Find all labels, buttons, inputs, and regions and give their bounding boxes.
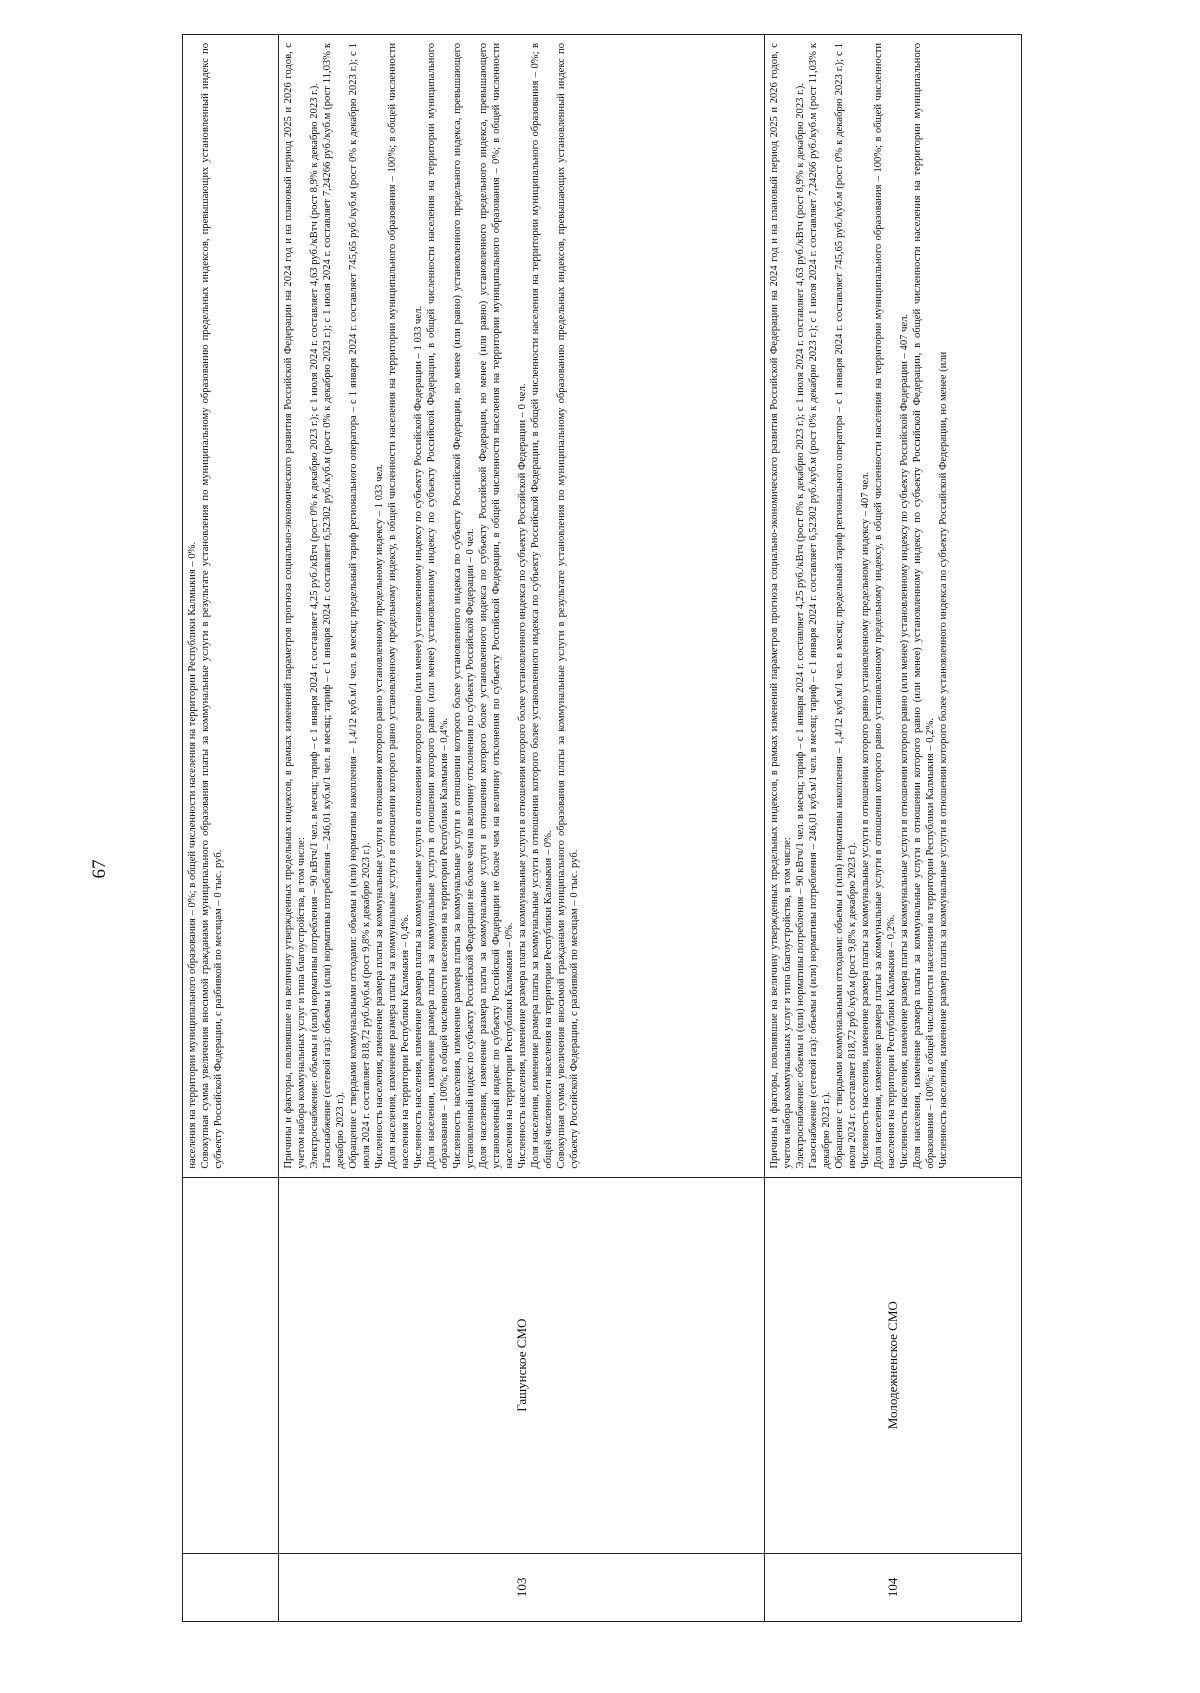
paragraph: Численность населения, изменение размера платы за коммунальные услуги в отношении которого равно установленному предельному индексу – 407 чел. (860, 471, 872, 1169)
paragraph: Численность населения, изменение размера платы за коммунальные услуги в отношении которого более установленного индекса по субъекту Российской Федерации – 0 чел. (517, 383, 529, 1169)
paragraph: населения на территории муниципального образования – 0%; в общей численности населения на территории Республики Калмыкия – 0%. (187, 541, 198, 1169)
municipality-name: Гашунское СМО (279, 1177, 765, 1553)
index-table (182, 34, 1022, 1622)
paragraph: Газоснабжение (сетевой газ): объемы и (или) нормативы потребления – 246,01 куб.м/1 чел. в месяц; тариф – с 1 января 2024 г. составляет 6,52302 руб./куб.м (рост 0% к декабрю 2023 г.); с 1 июля 2024 г. составляет 7,24266 руб./куб.м (рост 11,03% к декабрю 2023 г.). (808, 43, 833, 1169)
paragraph: Численность населения, изменение размера платы за коммунальные услуги в отношении которого равно (или менее) установленному индексу по субъекту Российской Федерации – 1 033 чел. (413, 305, 425, 1169)
paragraph: Обращение с твердыми коммунальными отходами: объемы и (или) нормативы накопления – 1,4/12 куб.м/1 чел. в месяц; предельный тариф регионального оператора – с 1 января 2024 г. составляет 745,65 руб./куб.м (рост 0% к декабрю 2023 г.); с 1 июля 2024 г. составляет 818,72 руб./куб.м (рост 9,8% к декабрю 2023 г.). (348, 43, 373, 1169)
row-number: 103 (279, 1553, 765, 1621)
paragraph: Доля населения, изменение размера платы за коммунальные услуги в отношении которого равно установленному предельному индексу, в общей численности населения на территории муниципального образования – 100%; в общей численности населения на территории Республики Калмыкия – 0,2%. (873, 43, 898, 1169)
paragraph: Причины и факторы, повлиявшие на величину утвержденных предельных индексов, в рамках изменений параметров прогноза социально-экономического развития Российской Федерации на 2024 год и на плановый период 2025 и 2026 годов, с учетом набора коммунальных услуг и типа благоустройства, в том числе: (283, 43, 308, 1169)
paragraph: Численность населения, изменение размера платы за коммунальные услуги в отношении которого более установленного индекса по субъекту Российской Федерации, но менее (или (938, 351, 950, 1169)
row-number-cell-empty (183, 1553, 279, 1621)
paragraph: Электроснабжение: объемы и (или) нормативы потребления – 90 кВтч/1 чел. в месяц; тариф – с 1 января 2024 г. составляет 4,25 руб./кВтч (рост 0% к декабрю 2023 г.); с 1 июля 2024 г. составляет 4,63 руб./кВтч (рост 8,9% к декабрю 2023 г.). (309, 82, 321, 1169)
paragraph: Газоснабжение (сетевой газ): объемы и (или) нормативы потребления – 246,01 куб.м/1 чел. в месяц; тариф – с 1 января 2024 г. составляет 6,52302 руб./куб.м (рост 0% к декабрю 2023 г.); с 1 июля 2024 г. составляет 7,24266 руб./куб.м (рост 11,03% к декабрю 2023 г.). (322, 43, 347, 1169)
paragraph: Численность населения, изменение размера платы за коммунальные услуги в отношении которого равно (или менее) установленному индексу по субъекту Российской Федерации – 407 чел. (899, 313, 911, 1169)
table-row-103 (279, 35, 765, 1622)
description-cell (765, 35, 1022, 1178)
table-row-continuation (183, 35, 279, 1622)
paragraph: Совокупная сумма увеличения вносимой гражданами муниципального образования платы за коммунальные услуги в результате установления по муниципальному образованию предельных индексов, превышающих установленный индекс по субъекту Российской Федерации, с разбивкой по месяцам – 0 тыс. руб. (556, 43, 581, 1169)
paragraph: Причины и факторы, повлиявшие на величину утвержденных предельных индексов, в рамках изменений параметров прогноза социально-экономического развития Российской Федерации на 2024 год и на плановый период 2025 и 2026 годов, с учетом набора коммунальных услуг и типа благоустройства, в том числе: (769, 43, 794, 1169)
description-cell (279, 35, 765, 1178)
data-table (182, 34, 1022, 1622)
municipality-cell-empty (183, 1177, 279, 1553)
description-cell (183, 35, 279, 1178)
paragraph: Доля населения, изменение размера платы за коммунальные услуги в отношении которого более установленного индекса по субъекту Российской Федерации, в общей численности населения на территории муниципального образования – 0%; в общей численности населения на территории Республики Калмыкия – 0%. (530, 43, 555, 1169)
paragraph: Электроснабжение: объемы и (или) нормативы потребления – 90 кВтч/1 чел. в месяц; тариф – с 1 января 2024 г. составляет 4,25 руб./кВтч (рост 0% к декабрю 2023 г.); с 1 июля 2024 г. составляет 4,63 руб./кВтч (рост 8,9% к декабрю 2023 г.). (795, 82, 807, 1169)
page-number: 67 (89, 859, 110, 879)
paragraph: Доля населения, изменение размера платы за коммунальные услуги в отношении которого более установленного индекса по субъекту Российской Федерации, но менее (или равно) установленного предельного индекса, превышающего установленный индекс по субъекту Российской Федерации не более чем на величину отклонения по субъекту Российской Федерации, в общей численности населения на территории муниципального образования – 0%; в общей численности населения на территории Республики Калмыкия – 0%. (478, 43, 516, 1169)
paragraph: Доля населения, изменение размера платы за коммунальные услуги в отношении которого равно (или менее) установленному индексу по субъекту Российской Федерации, в общей численности населения на территории муниципального образования – 100%; в общей численности населения на территории Республики Калмыкия – 0,2%. (912, 43, 937, 1169)
paragraph: Численность населения, изменение размера платы за коммунальные услуги в отношении которого равно установленному предельному индексу – 1 033 чел. (374, 463, 386, 1169)
paragraph: Доля населения, изменение размера платы за коммунальные услуги в отношении которого равно установленному предельному индексу, в общей численности населения на территории муниципального образования – 100%; в общей численности населения на территории Республики Калмыкия – 0,4%. (387, 43, 412, 1169)
paragraph: Совокупная сумма увеличения вносимой гражданами муниципального образования платы за коммунальные услуги в результате установления по муниципальному образованию предельных индексов, превышающих установленный индекс по субъекту Российской Федерации, с разбивкой по месяцам – 0 тыс. руб. (200, 43, 225, 1169)
paragraph: Доля населения, изменение размера платы за коммунальные услуги в отношении которого равно (или менее) установленному индексу по субъекту Российской Федерации, в общей численности населения на территории муниципального образования – 100%; в общей численности населения на территории Республики Калмыкия – 0,4%. (426, 43, 451, 1169)
municipality-name: Молодежненское СМО (765, 1177, 1022, 1553)
paragraph: Численность населения, изменение размера платы за коммунальные услуги в отношении которого более установленного индекса по субъекту Российской Федерации, но менее (или равно) установленного предельного индекса, превышающего установленный индекс по субъекту Российской Федерации не более чем на величину отклонения по субъекту Российской Федерации – 0 чел. (452, 43, 477, 1169)
row-number: 104 (765, 1553, 1022, 1621)
paragraph: Обращение с твердыми коммунальными отходами: объемы и (или) нормативы накопления – 1,4/12 куб.м/1 чел. в месяц; предельный тариф регионального оператора – с 1 января 2024 г. составляет 745,65 руб./куб.м (рост 0% к декабрю 2023 г.); с 1 июля 2024 г. составляет 818,72 руб./куб.м (рост 9,8% к декабрю 2023 г.). (834, 43, 859, 1169)
table-row-104 (765, 35, 1022, 1622)
